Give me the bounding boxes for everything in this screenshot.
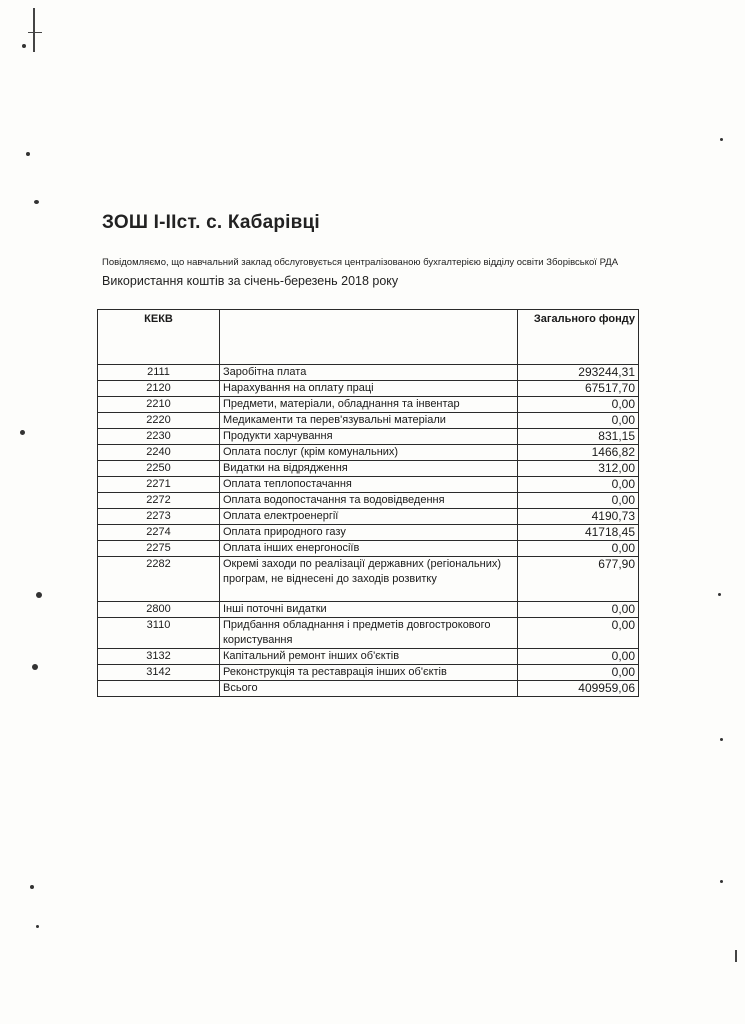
row-name: Реконструкція та реставрація інших об'єктів xyxy=(220,665,518,681)
table-row xyxy=(98,397,639,413)
scan-artifact-dot xyxy=(32,664,38,670)
row-name: Капітальний ремонт інших об'єктів xyxy=(220,649,518,665)
table-row xyxy=(98,429,639,445)
row-code: 2275 xyxy=(98,541,220,557)
table-row xyxy=(98,525,639,541)
row-name: Оплата теплопостачання xyxy=(220,477,518,493)
row-amount: 0,00 xyxy=(518,618,639,649)
row-name: Оплата природного газу xyxy=(220,525,518,541)
row-amount: 0,00 xyxy=(518,541,639,557)
header-amount: Загального фонду xyxy=(518,310,639,365)
row-amount: 0,00 xyxy=(518,413,639,429)
scan-artifact-line xyxy=(28,32,42,33)
row-amount: 4190,73 xyxy=(518,509,639,525)
row-amount: 677,90 xyxy=(518,557,639,602)
row-name: Окремі заходи по реалізації державних (регіональних) програм, не віднесені до заходів розвитку xyxy=(220,557,518,602)
row-name: Предмети, матеріали, обладнання та інвентар xyxy=(220,397,518,413)
scan-artifact-dot xyxy=(36,925,39,928)
row-amount: 831,15 xyxy=(518,429,639,445)
scan-artifact-dot xyxy=(20,430,25,435)
table-row xyxy=(98,381,639,397)
row-code: 2800 xyxy=(98,602,220,618)
row-code: 2210 xyxy=(98,397,220,413)
total-amount: 409959,06 xyxy=(518,681,639,697)
table-row xyxy=(98,509,639,525)
row-amount: 0,00 xyxy=(518,477,639,493)
table-row xyxy=(98,665,639,681)
table-row xyxy=(98,445,639,461)
row-code: 2274 xyxy=(98,525,220,541)
scan-artifact-dot xyxy=(22,44,26,48)
scan-artifact-dot xyxy=(720,138,723,141)
row-name: Видатки на відрядження xyxy=(220,461,518,477)
table-row xyxy=(98,477,639,493)
expenditure-table xyxy=(97,309,639,697)
row-amount: 0,00 xyxy=(518,493,639,509)
scan-artifact-dot xyxy=(30,885,34,889)
table-row xyxy=(98,541,639,557)
table-row xyxy=(98,413,639,429)
scan-artifact-line xyxy=(735,950,737,962)
row-code: 2111 xyxy=(98,365,220,381)
row-name: Заробітна плата xyxy=(220,365,518,381)
scan-artifact-dot xyxy=(718,593,721,596)
row-name: Інші поточні видатки xyxy=(220,602,518,618)
page-title: ЗОШ І-ІІст. с. Кабарівці xyxy=(102,212,320,233)
row-amount: 0,00 xyxy=(518,397,639,413)
total-code xyxy=(98,681,220,697)
table-row xyxy=(98,557,639,602)
report-subtitle: Використання коштів за січень-березень 2018 року xyxy=(102,274,399,288)
row-name: Оплата електроенергії xyxy=(220,509,518,525)
table-header-row xyxy=(98,310,639,365)
table-row xyxy=(98,493,639,509)
row-code: 2120 xyxy=(98,381,220,397)
scan-artifact-dot xyxy=(34,200,39,204)
header-code: КЕКВ xyxy=(98,310,220,365)
table-row xyxy=(98,461,639,477)
row-code: 3132 xyxy=(98,649,220,665)
notice-text: Повідомляємо, що навчальний заклад обслуговується централізованою бухгалтерією відділу освіти Зборівської РДА xyxy=(102,257,619,268)
scan-artifact-dot xyxy=(720,738,723,741)
row-code: 2282 xyxy=(98,557,220,602)
table-row xyxy=(98,649,639,665)
row-amount: 0,00 xyxy=(518,649,639,665)
row-amount: 293244,31 xyxy=(518,365,639,381)
table-row xyxy=(98,602,639,618)
row-code: 2271 xyxy=(98,477,220,493)
row-code: 3142 xyxy=(98,665,220,681)
row-amount: 0,00 xyxy=(518,665,639,681)
table-total-row xyxy=(98,681,639,697)
row-code: 3110 xyxy=(98,618,220,649)
row-name: Оплата інших енергоносіїв xyxy=(220,541,518,557)
scan-artifact-dot xyxy=(720,880,723,883)
row-code: 2220 xyxy=(98,413,220,429)
row-amount: 41718,45 xyxy=(518,525,639,541)
row-name: Медикаменти та перев'язувальні матеріали xyxy=(220,413,518,429)
row-code: 2250 xyxy=(98,461,220,477)
row-name: Оплата водопостачання та водовідведення xyxy=(220,493,518,509)
row-amount: 0,00 xyxy=(518,602,639,618)
total-label: Всього xyxy=(220,681,518,697)
scan-artifact-line xyxy=(33,8,35,52)
header-name xyxy=(220,310,518,365)
row-code: 2240 xyxy=(98,445,220,461)
row-code: 2273 xyxy=(98,509,220,525)
row-amount: 67517,70 xyxy=(518,381,639,397)
scan-artifact-dot xyxy=(36,592,42,598)
row-amount: 312,00 xyxy=(518,461,639,477)
scan-artifact-dot xyxy=(26,152,30,156)
row-name: Продукти харчування xyxy=(220,429,518,445)
row-name: Оплата послуг (крім комунальних) xyxy=(220,445,518,461)
row-name: Нарахування на оплату праці xyxy=(220,381,518,397)
row-code: 2272 xyxy=(98,493,220,509)
row-code: 2230 xyxy=(98,429,220,445)
table-row xyxy=(98,618,639,649)
row-amount: 1466,82 xyxy=(518,445,639,461)
table-row xyxy=(98,365,639,381)
row-name: Придбання обладнання і предметів довгострокового користування xyxy=(220,618,518,649)
